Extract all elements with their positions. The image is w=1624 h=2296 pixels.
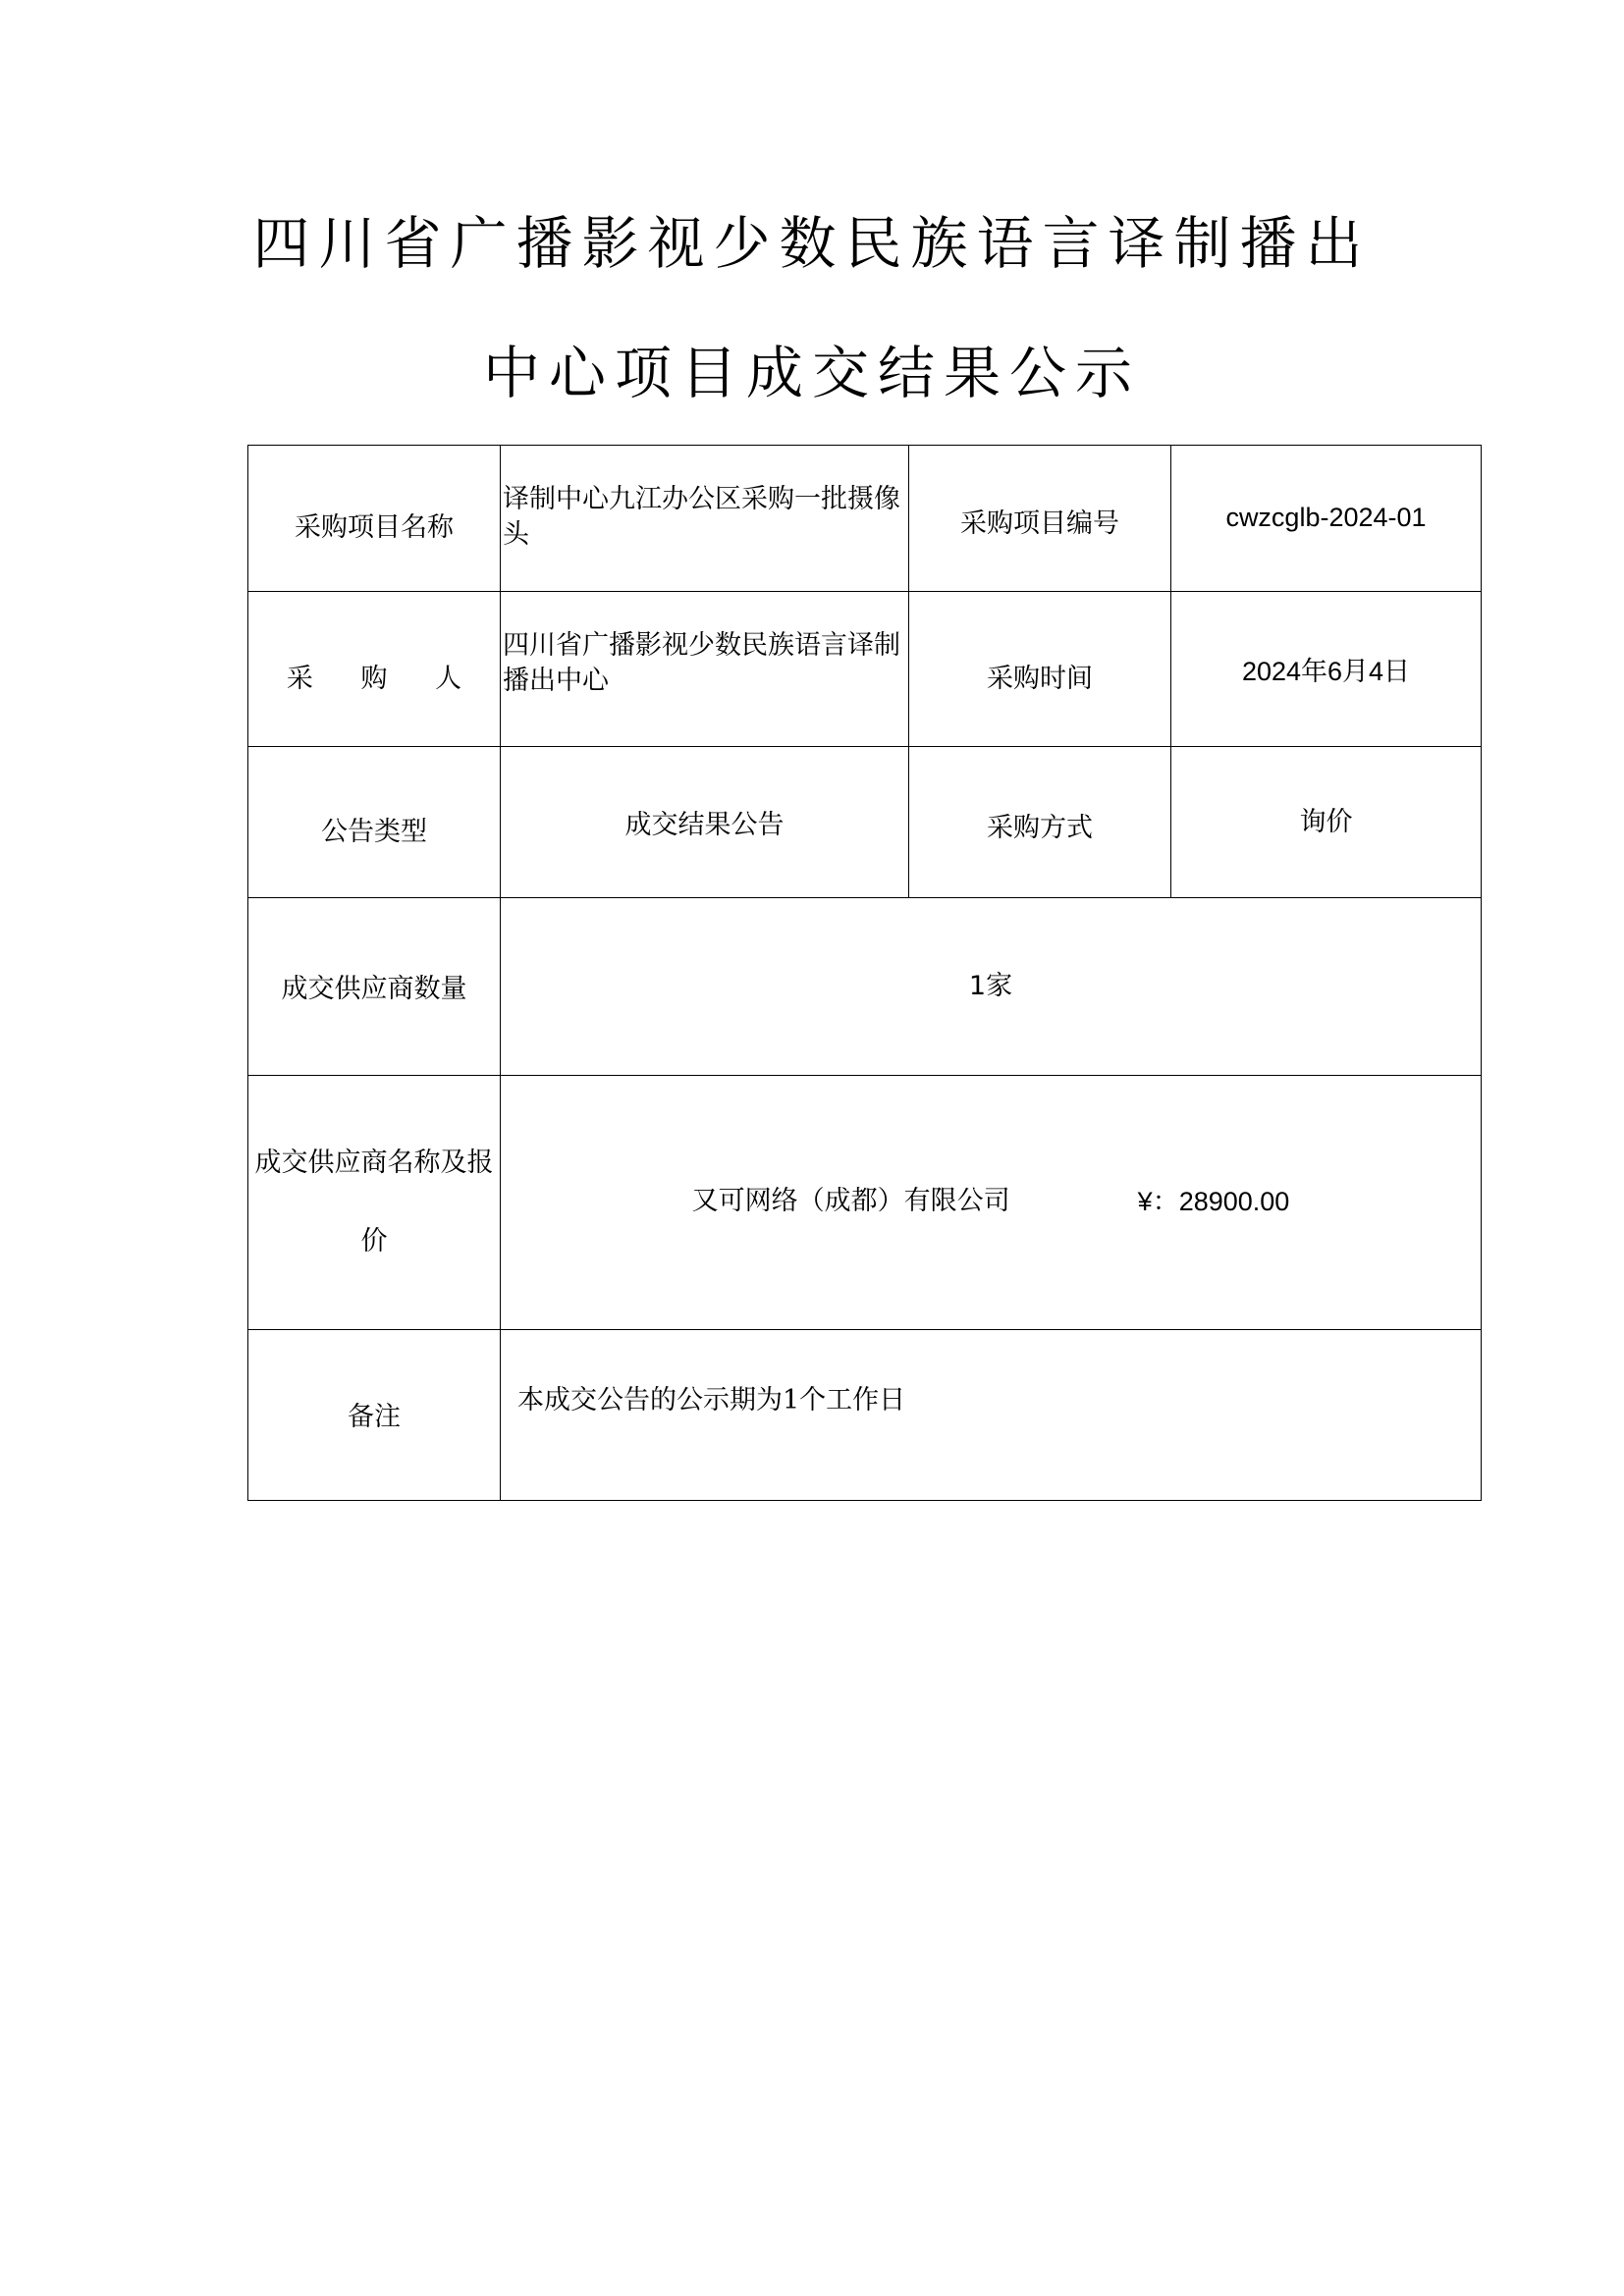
supplier-count-value: 1家 bbox=[501, 898, 1482, 1076]
project-name-value: 译制中心九江办公区采购一批摄像头 bbox=[501, 446, 909, 592]
purchaser-value: 四川省广播影视少数民族语言译制播出中心 bbox=[501, 592, 909, 747]
page-title-line-2: 中心项目成交结果公示 bbox=[482, 340, 1141, 406]
supplier-info-cell bbox=[501, 1076, 1482, 1330]
supplier-name-value: 又可网络（成都）有限公司 bbox=[691, 1186, 1010, 1216]
project-number-label: 采购项目编号 bbox=[909, 446, 1171, 592]
project-number-value: cwzcglb-2024-01 bbox=[1171, 446, 1482, 592]
purchase-time-value: 2024年6月4日 bbox=[1171, 592, 1482, 747]
purchase-method-label: 采购方式 bbox=[909, 747, 1171, 898]
supplier-line bbox=[501, 1184, 1481, 1221]
project-name-label: 采购项目名称 bbox=[248, 446, 501, 592]
remark-label: 备注 bbox=[248, 1330, 501, 1501]
result-table bbox=[247, 445, 1482, 1501]
remark-value: 本成交公告的公示期为1个工作日 bbox=[501, 1330, 1482, 1501]
supplier-count-label: 成交供应商数量 bbox=[248, 898, 501, 1076]
purchaser-label: 采 购 人 bbox=[248, 592, 501, 747]
purchase-method-value: 询价 bbox=[1171, 747, 1482, 898]
notice-type-label: 公告类型 bbox=[248, 747, 501, 898]
table-row bbox=[248, 1076, 1482, 1330]
table-row bbox=[248, 446, 1482, 592]
table-row bbox=[248, 592, 1482, 747]
table-row bbox=[248, 898, 1482, 1076]
supplier-name-label: 成交供应商名称及报价 bbox=[248, 1076, 501, 1330]
notice-type-value: 成交结果公告 bbox=[501, 747, 909, 898]
page-title-line-1: 四川省广播影视少数民族语言译制播出 bbox=[252, 210, 1372, 277]
purchase-time-label: 采购时间 bbox=[909, 592, 1171, 747]
supplier-price-value: ¥：28900.00 bbox=[1137, 1187, 1290, 1216]
table-row bbox=[248, 1330, 1482, 1501]
table-row bbox=[248, 747, 1482, 898]
